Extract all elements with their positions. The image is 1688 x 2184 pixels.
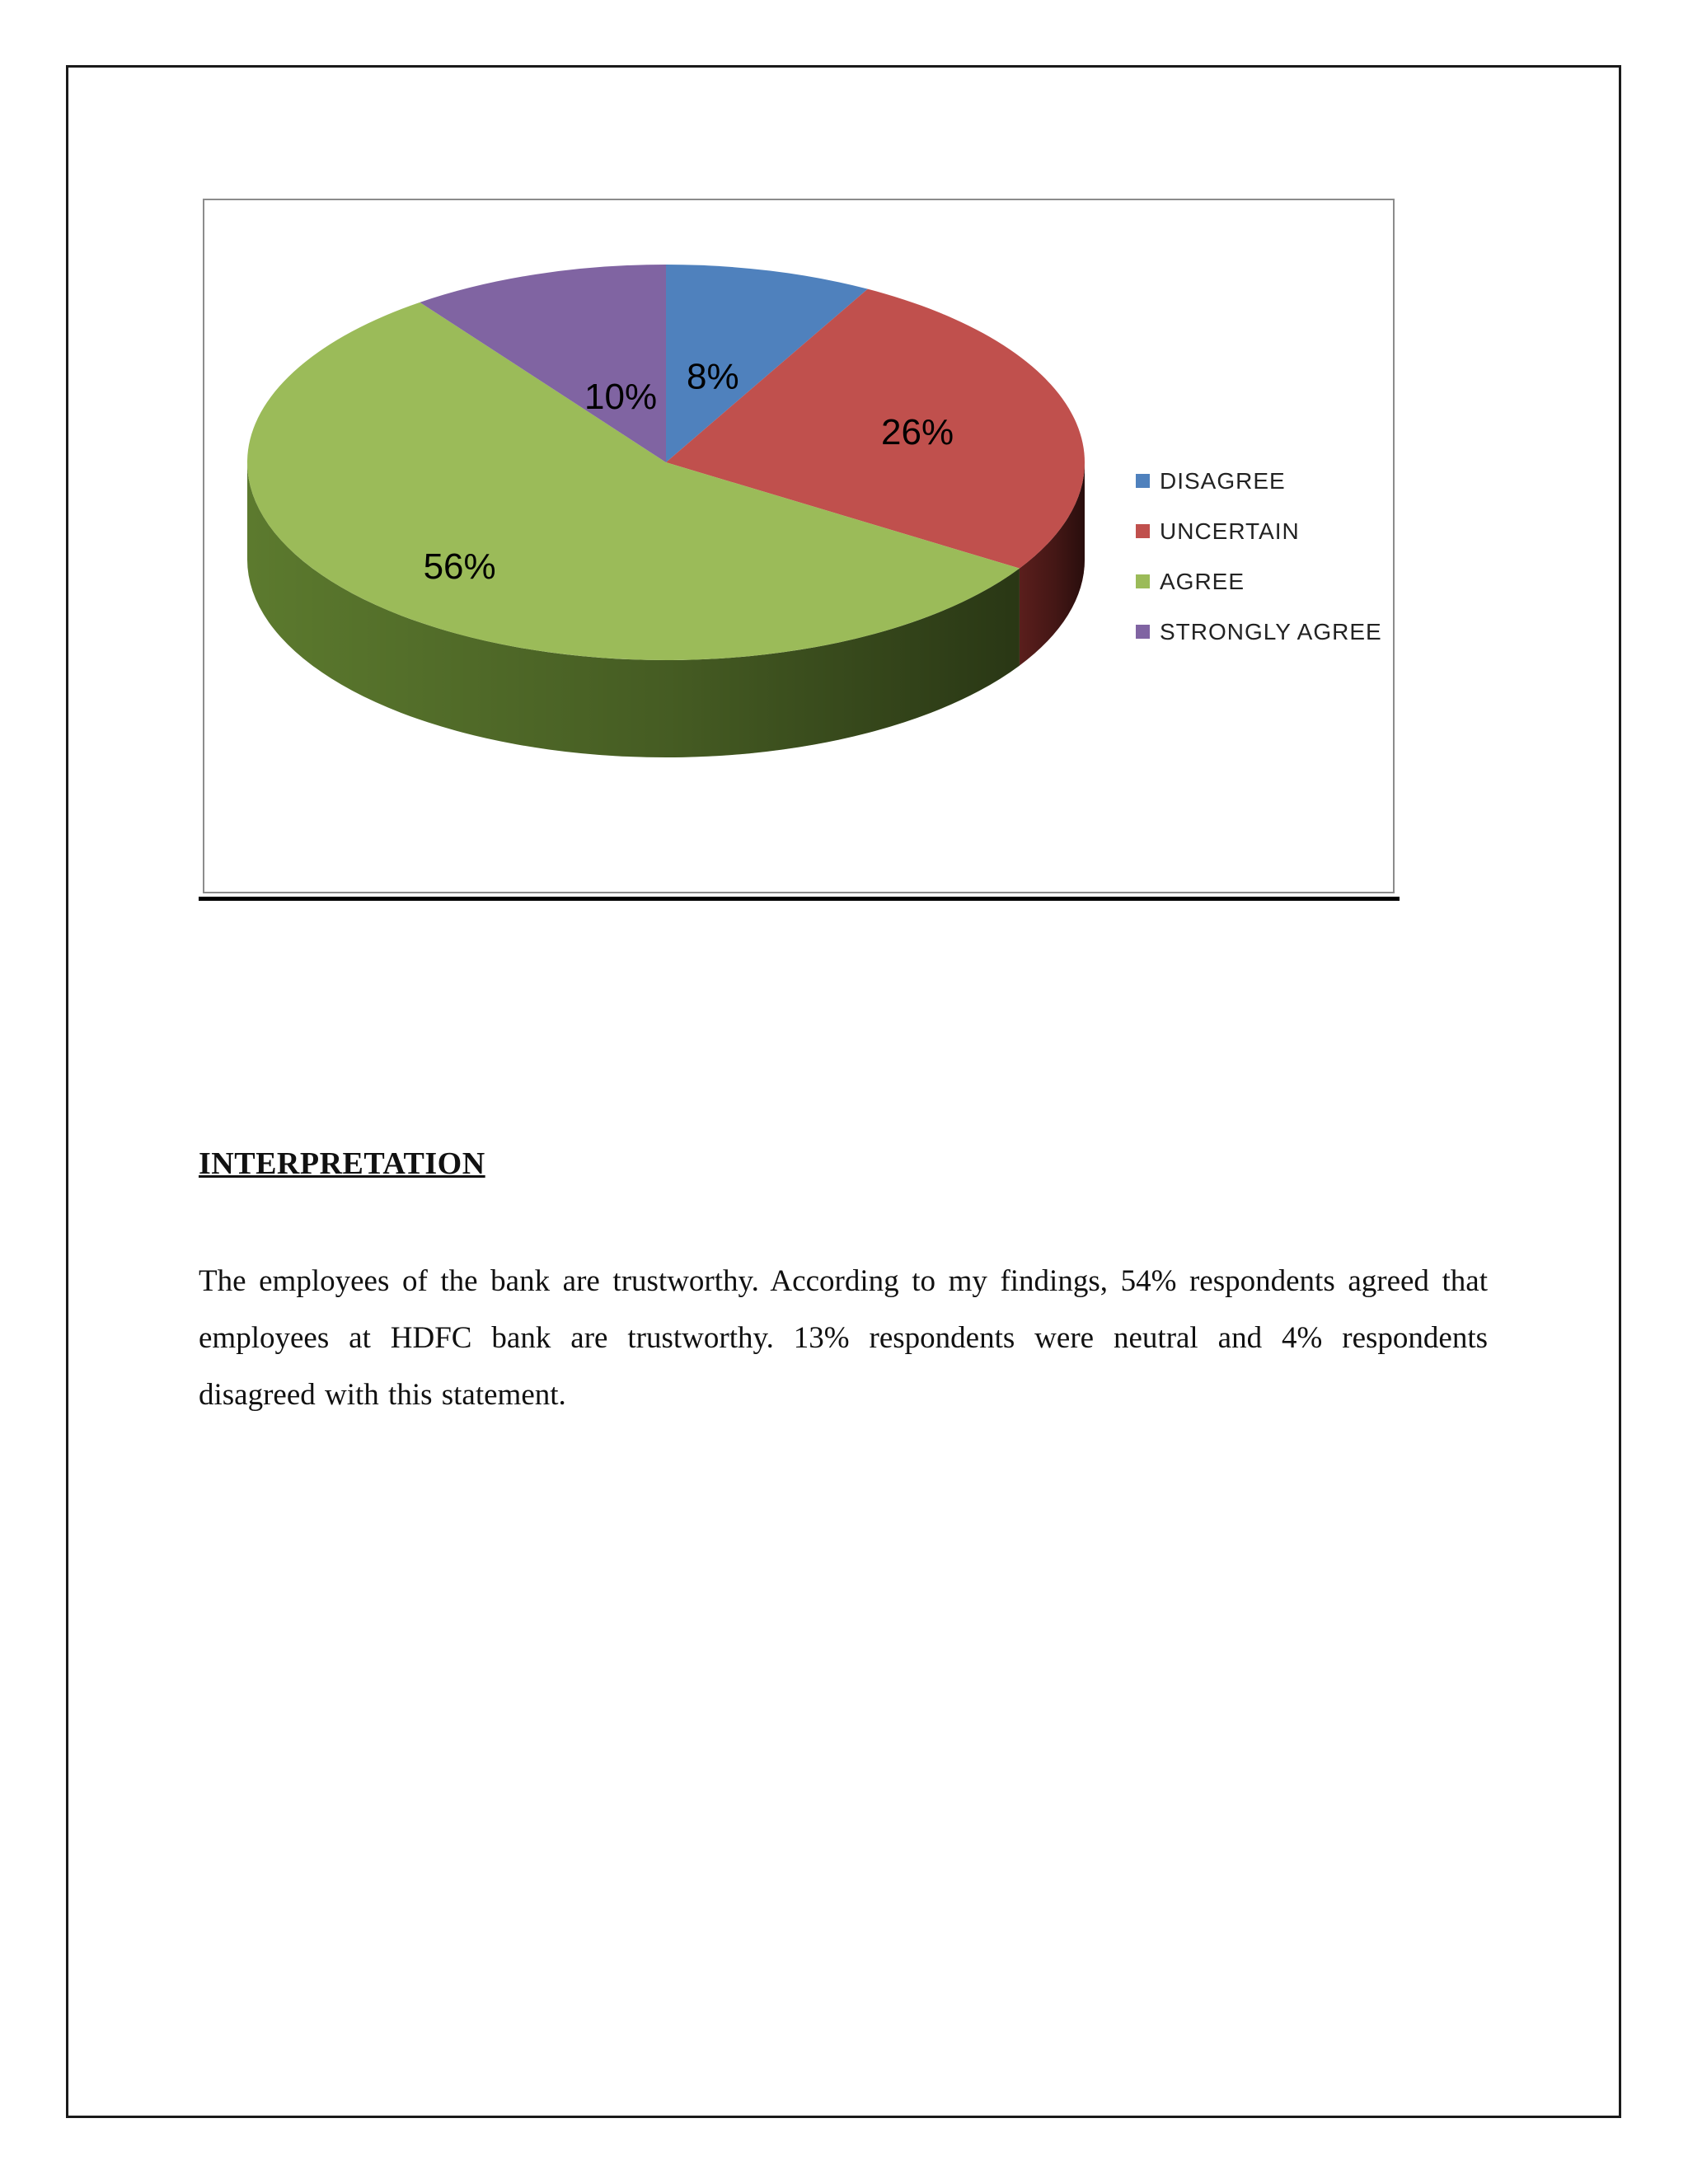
pie-label-strongly-agree: 10% — [584, 377, 658, 418]
legend-label-uncertain: UNCERTAIN — [1160, 518, 1300, 544]
legend-swatch-uncertain — [1136, 524, 1150, 538]
legend-item-strongly-agree — [1136, 607, 1382, 657]
chart-legend — [1136, 456, 1382, 657]
chart-underline — [199, 897, 1400, 901]
legend-label-strongly-agree: STRONGLY AGREE — [1160, 618, 1382, 644]
legend-swatch-agree — [1136, 574, 1150, 588]
legend-swatch-strongly-agree — [1136, 625, 1150, 639]
pie-label-agree: 56% — [423, 546, 496, 587]
pie-label-uncertain: 26% — [881, 411, 954, 452]
legend-item-agree — [1136, 556, 1382, 607]
interpretation-paragraph: The employees of the bank are trustworthy. According to my findings, 54% respondents agreed that employees at HDFC bank are trustworthy. 13% respondents were neutral and 4% respondents disagreed with this statement. — [199, 1264, 1488, 1412]
legend-item-uncertain — [1136, 506, 1382, 556]
interpretation-heading: INTERPRETATION — [199, 1146, 485, 1181]
legend-label-agree: AGREE — [1160, 568, 1245, 594]
legend-swatch-disagree — [1136, 474, 1150, 488]
legend-item-disagree — [1136, 456, 1382, 506]
pie-label-disagree: 8% — [687, 356, 739, 397]
legend-label-disagree: DISAGREE — [1160, 467, 1286, 494]
